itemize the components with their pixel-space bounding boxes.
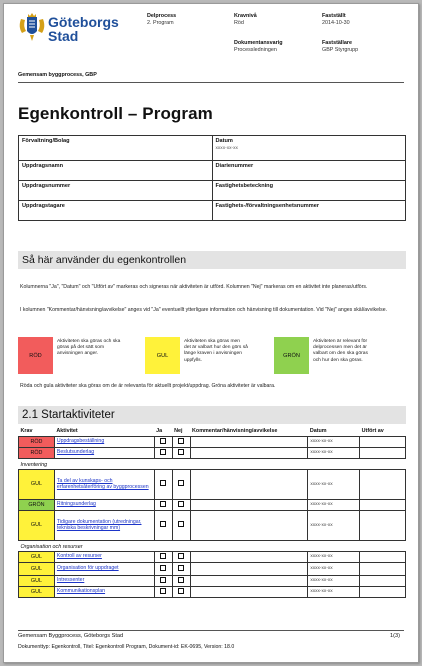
nej-cell: [172, 469, 190, 499]
comment-cell[interactable]: [190, 499, 308, 510]
group-label: Organisation och resurser: [19, 540, 406, 551]
legend-rod-text: Aktiviteten ska göras och ska göras på det sätt som anvisningen anger.: [57, 339, 121, 357]
nej-checkbox[interactable]: [178, 521, 184, 527]
table-row: [19, 436, 406, 447]
krav-level: GRÖN: [19, 499, 55, 510]
performed-by-cell[interactable]: [360, 436, 406, 447]
field-uppdragsnummer[interactable]: [19, 181, 213, 201]
nej-cell: [172, 551, 190, 562]
footer-organization: Gemensam Byggprocess, Göteborgs Stad: [18, 633, 124, 639]
nej-cell: [172, 510, 190, 540]
ja-cell: [154, 436, 172, 447]
performed-by-cell[interactable]: [360, 586, 406, 597]
header-value: Röd: [234, 20, 244, 26]
nej-cell: [172, 499, 190, 510]
field-fastighetsbeteckning[interactable]: [212, 181, 406, 201]
header-label: Delprocess: [147, 13, 177, 19]
comment-cell[interactable]: [190, 510, 308, 540]
comment-cell[interactable]: [190, 586, 308, 597]
header-value: 2. Program: [147, 20, 174, 26]
col-header: Datum: [308, 427, 360, 436]
nej-cell: [172, 436, 190, 447]
nej-checkbox[interactable]: [178, 480, 184, 486]
ja-checkbox[interactable]: [160, 553, 166, 559]
krav-level: GUL: [19, 575, 55, 586]
field-forvaltning[interactable]: [19, 136, 213, 161]
krav-level: GUL: [19, 551, 55, 562]
legend-gron-swatch: GRÖN: [274, 337, 309, 374]
ja-checkbox[interactable]: [160, 449, 166, 455]
header-value: 2014-10-30: [322, 20, 350, 26]
activity-cell: [54, 499, 154, 510]
activity-cell: [54, 469, 154, 499]
header-divider: [18, 82, 404, 83]
activity-cell: [54, 575, 154, 586]
nej-cell: [172, 562, 190, 575]
field-uppdragsnamn[interactable]: [19, 161, 213, 181]
table-row: [19, 551, 406, 562]
field-label: Fastighetsbeteckning: [215, 183, 274, 189]
ja-cell: [154, 510, 172, 540]
nej-checkbox[interactable]: [178, 553, 184, 559]
performed-by-cell[interactable]: [360, 510, 406, 540]
city-logo: [18, 13, 136, 49]
table-row: [19, 510, 406, 540]
col-header: Utfört av: [360, 427, 406, 436]
field-diarienummer[interactable]: [212, 161, 406, 181]
page-number: 1(3): [390, 633, 400, 639]
activity-link[interactable]: Ta del av kunskaps- och erfarenhetsåterföring av byggprocessen: [56, 477, 149, 490]
legend-rod-swatch: RÖD: [18, 337, 53, 374]
activity-link[interactable]: Beslutsunderlag: [56, 449, 95, 456]
field-fastighetsforvaltning[interactable]: [212, 201, 406, 221]
comment-cell[interactable]: [190, 469, 308, 499]
performed-by-cell[interactable]: [360, 469, 406, 499]
table-row: [19, 447, 406, 458]
nej-checkbox[interactable]: [178, 588, 184, 594]
table-row: [19, 562, 406, 575]
ja-cell: [154, 499, 172, 510]
activity-cell: [54, 586, 154, 597]
header-label: Kravnivå: [234, 13, 257, 19]
field-value: xxxx-xx-xx: [215, 146, 238, 151]
field-datum[interactable]: [212, 136, 406, 161]
page-title: Egenkontroll – Program: [18, 104, 213, 123]
ja-checkbox[interactable]: [160, 521, 166, 527]
date-cell[interactable]: xxxx-xx-xx: [308, 447, 360, 458]
field-label: Fastighets-/förvaltningsenhetsnummer: [215, 203, 320, 209]
nej-cell: [172, 575, 190, 586]
krav-level: RÖD: [19, 447, 55, 458]
comment-cell[interactable]: [190, 447, 308, 458]
comment-cell[interactable]: [190, 562, 308, 575]
nej-checkbox[interactable]: [178, 577, 184, 583]
col-header: Kommentar/hänvisning/avvikelse: [190, 427, 308, 436]
performed-by-cell[interactable]: [360, 562, 406, 575]
date-cell[interactable]: xxxx-xx-xx: [308, 510, 360, 540]
howto-heading: Så här använder du egenkontrollen: [18, 251, 406, 269]
krav-level: RÖD: [19, 436, 55, 447]
ja-checkbox[interactable]: [160, 588, 166, 594]
field-label: Uppdragsnamn: [22, 163, 64, 169]
nej-checkbox[interactable]: [178, 449, 184, 455]
activity-table: [18, 427, 406, 598]
col-header: Krav: [19, 427, 55, 436]
nej-cell: [172, 586, 190, 597]
legend-note: Röda och gula aktiviteter ska göras om de är relevanta för aktuellt projekt/uppdrag. Gröna aktiviteter är valbara.: [20, 383, 276, 389]
comment-cell[interactable]: [190, 551, 308, 562]
crest-icon: [18, 13, 46, 43]
krav-level: GUL: [19, 469, 55, 499]
header-label: Fastställare: [322, 40, 352, 46]
field-label: Uppdragstagare: [22, 203, 65, 209]
ja-checkbox[interactable]: [160, 501, 166, 507]
date-cell[interactable]: xxxx-xx-xx: [308, 469, 360, 499]
nej-checkbox[interactable]: [178, 501, 184, 507]
section-heading: 2.1 Startaktiviteter: [18, 406, 406, 424]
header-faststallare: [322, 40, 358, 54]
performed-by-cell[interactable]: [360, 499, 406, 510]
ja-cell: [154, 469, 172, 499]
org-name-line1: Göteborgs: [48, 14, 119, 30]
activity-link[interactable]: Kommunikationsplan: [56, 588, 106, 595]
table-row: [19, 499, 406, 510]
activity-table-body: [19, 436, 406, 597]
activity-link[interactable]: Organisation för uppdraget: [56, 565, 119, 572]
header-dokumentansvarig: [234, 40, 283, 54]
field-label: Uppdragsnummer: [22, 183, 71, 189]
header-label: Dokumentansvarig: [234, 40, 283, 46]
ja-checkbox[interactable]: [160, 480, 166, 486]
header-delprocess: [147, 13, 176, 27]
ja-checkbox[interactable]: [160, 565, 166, 571]
krav-level: GUL: [19, 562, 55, 575]
process-subheading: Gemensam byggprocess, GBP: [18, 72, 97, 78]
date-cell[interactable]: xxxx-xx-xx: [308, 436, 360, 447]
activity-cell: [54, 510, 154, 540]
performed-by-cell[interactable]: [360, 447, 406, 458]
ja-checkbox[interactable]: [160, 438, 166, 444]
header-value: GBP Styrgrupp: [322, 47, 359, 53]
activity-link[interactable]: Kontroll av resurser: [56, 553, 102, 560]
col-header: Aktivitet: [54, 427, 154, 436]
ja-cell: [154, 586, 172, 597]
date-cell[interactable]: xxxx-xx-xx: [308, 551, 360, 562]
nej-cell: [172, 447, 190, 458]
legend-gul-swatch: GUL: [145, 337, 180, 374]
ja-checkbox[interactable]: [160, 577, 166, 583]
howto-paragraph-1: Kolumnerna "Ja", "Datum" och "Utfört av" markeras och signeras när aktiviteten är utförd. Kolumnen "Nej" markeras om en aktivitet inte planeras/utförs.: [20, 284, 368, 290]
field-uppdragstagare[interactable]: [19, 201, 213, 221]
document-page: [3, 3, 419, 663]
field-label: Datum: [215, 138, 233, 144]
ja-cell: [154, 575, 172, 586]
org-name: [48, 15, 119, 43]
header-faststallt: [322, 13, 350, 27]
assignment-info-table: [18, 135, 406, 221]
activity-cell: [54, 436, 154, 447]
col-header: Ja: [154, 427, 172, 436]
org-name-line2: Stad: [48, 28, 79, 44]
field-label: Förvaltning/Bolag: [22, 138, 70, 144]
ja-cell: [154, 551, 172, 562]
nej-checkbox[interactable]: [178, 565, 184, 571]
performed-by-cell[interactable]: [360, 575, 406, 586]
activity-link[interactable]: Ritningsunderlag: [56, 501, 96, 508]
footer-divider: [18, 630, 404, 631]
comment-cell[interactable]: [190, 575, 308, 586]
activity-cell: [54, 551, 154, 562]
header-kravniva: [234, 13, 257, 27]
table-header-row: [19, 427, 406, 436]
activity-link[interactable]: Uppdragsbeställning: [56, 438, 105, 445]
table-row: [19, 575, 406, 586]
activity-link[interactable]: Intressenter: [56, 577, 85, 584]
nej-checkbox[interactable]: [178, 438, 184, 444]
legend-gron-text: Aktiviteten är relevant för delprocessen men det är valbart om den ska göras och hur den ska göras.: [313, 339, 368, 363]
date-cell[interactable]: xxxx-xx-xx: [308, 562, 360, 575]
group-label: Inventering: [19, 458, 406, 469]
activity-cell: [54, 562, 154, 575]
table-row: [19, 586, 406, 597]
field-label: Diarienummer: [215, 163, 254, 169]
table-row: [19, 469, 406, 499]
header-value: Processledningen: [234, 47, 277, 53]
ja-cell: [154, 562, 172, 575]
group-label-row: [19, 540, 406, 551]
date-cell[interactable]: xxxx-xx-xx: [308, 499, 360, 510]
footer-document-info: Dokumenttyp: Egenkontroll, Titel: Egenkontroll Program, Dokument-id: EK-0695, Version: 18.0: [18, 644, 235, 650]
activity-cell: [54, 447, 154, 458]
date-cell[interactable]: xxxx-xx-xx: [308, 586, 360, 597]
group-label-row: [19, 458, 406, 469]
comment-cell[interactable]: [190, 436, 308, 447]
ja-cell: [154, 447, 172, 458]
activity-link[interactable]: Tidigare dokumentation (utredningar, tekniska beskrivningar mm): [56, 518, 142, 531]
krav-level: GUL: [19, 510, 55, 540]
header-label: Fastställt: [322, 13, 346, 19]
legend-gul-text: Aktiviteten ska göras men det är valbart hur den görs så länge kraven i anvisningen uppfylls.: [184, 339, 248, 363]
date-cell[interactable]: xxxx-xx-xx: [308, 575, 360, 586]
performed-by-cell[interactable]: [360, 551, 406, 562]
howto-paragraph-2: I kolumnen "Kommentar/hänvisning/avvikelse" anges vid "Ja" eventuellt ytterligare information och hänvisning till dokumentation. Vid "Nej" anges skäl/avvikelse.: [20, 307, 388, 313]
krav-level: GUL: [19, 586, 55, 597]
col-header: Nej: [172, 427, 190, 436]
